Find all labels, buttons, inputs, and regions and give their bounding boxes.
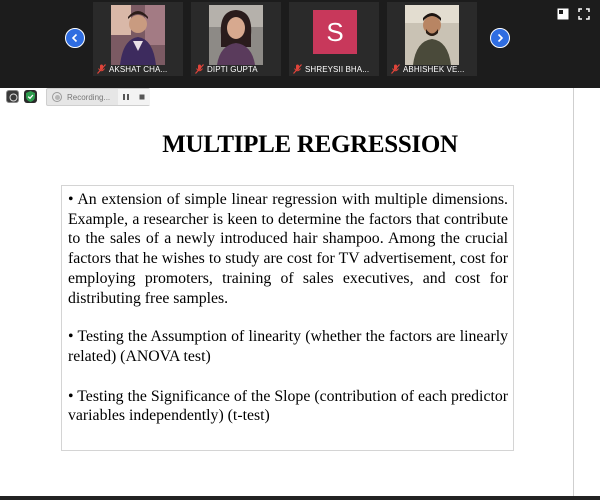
security-button[interactable] bbox=[24, 90, 37, 103]
video-strip bbox=[0, 0, 600, 88]
bullet-point: • Testing the Significance of the Slope (contribution of each predictor variables independently) (t-test) bbox=[68, 387, 508, 425]
participant-name: DIPTI GUPTA bbox=[207, 64, 258, 74]
bullet-point: • Testing the Assumption of linearity (whether the factors are linearly related) (ANOVA test) bbox=[68, 328, 508, 365]
participant-video bbox=[405, 5, 459, 65]
shield-check-icon bbox=[24, 90, 37, 103]
speaker-view-icon[interactable] bbox=[557, 8, 569, 20]
muted-mic-icon bbox=[97, 64, 106, 74]
chevron-right-icon bbox=[495, 33, 505, 43]
stop-recording-button[interactable] bbox=[134, 89, 150, 105]
muted-mic-icon bbox=[391, 64, 400, 74]
muted-mic-icon bbox=[293, 64, 302, 74]
stop-icon bbox=[138, 93, 146, 101]
participant-avatar: S bbox=[313, 10, 357, 54]
participant-video bbox=[111, 5, 165, 65]
info-icon bbox=[7, 91, 20, 104]
recording-label: Recording... bbox=[67, 92, 111, 102]
view-controls bbox=[557, 8, 590, 20]
participant-name: AKSHAT CHA... bbox=[109, 64, 168, 74]
pause-icon bbox=[122, 93, 130, 101]
muted-mic-icon bbox=[195, 64, 204, 74]
next-participants-button[interactable] bbox=[490, 28, 510, 48]
slide-title: MULTIPLE REGRESSION bbox=[162, 131, 458, 158]
participant-tile[interactable] bbox=[191, 2, 281, 76]
bullet-point: • An extension of simple linear regression with multiple dimensions. Example, a researcher is keen to determine the factors that contribute to the sales of a newly introduced hair shampoo. Among the crucial factors that he wishes to study are cost for TV advertisement, cost for employing promoters, training of sales executives, and cost for distributing free samples. bbox=[68, 191, 508, 307]
participant-tile[interactable] bbox=[387, 2, 477, 76]
participant-video bbox=[209, 5, 263, 65]
participant-name: SHREYSII BHA... bbox=[305, 64, 370, 74]
pause-recording-button[interactable] bbox=[118, 89, 134, 105]
info-button[interactable] bbox=[6, 90, 19, 103]
bottom-edge bbox=[0, 496, 600, 500]
record-icon bbox=[52, 92, 62, 102]
participant-tile[interactable] bbox=[289, 2, 379, 76]
chevron-left-icon bbox=[70, 33, 80, 43]
previous-participants-button[interactable] bbox=[65, 28, 85, 48]
divider bbox=[573, 88, 574, 496]
participant-name: ABHISHEK VE... bbox=[403, 64, 465, 74]
slide-content-box bbox=[61, 185, 514, 451]
participant-tile[interactable] bbox=[93, 2, 183, 76]
fullscreen-icon[interactable] bbox=[578, 8, 590, 20]
